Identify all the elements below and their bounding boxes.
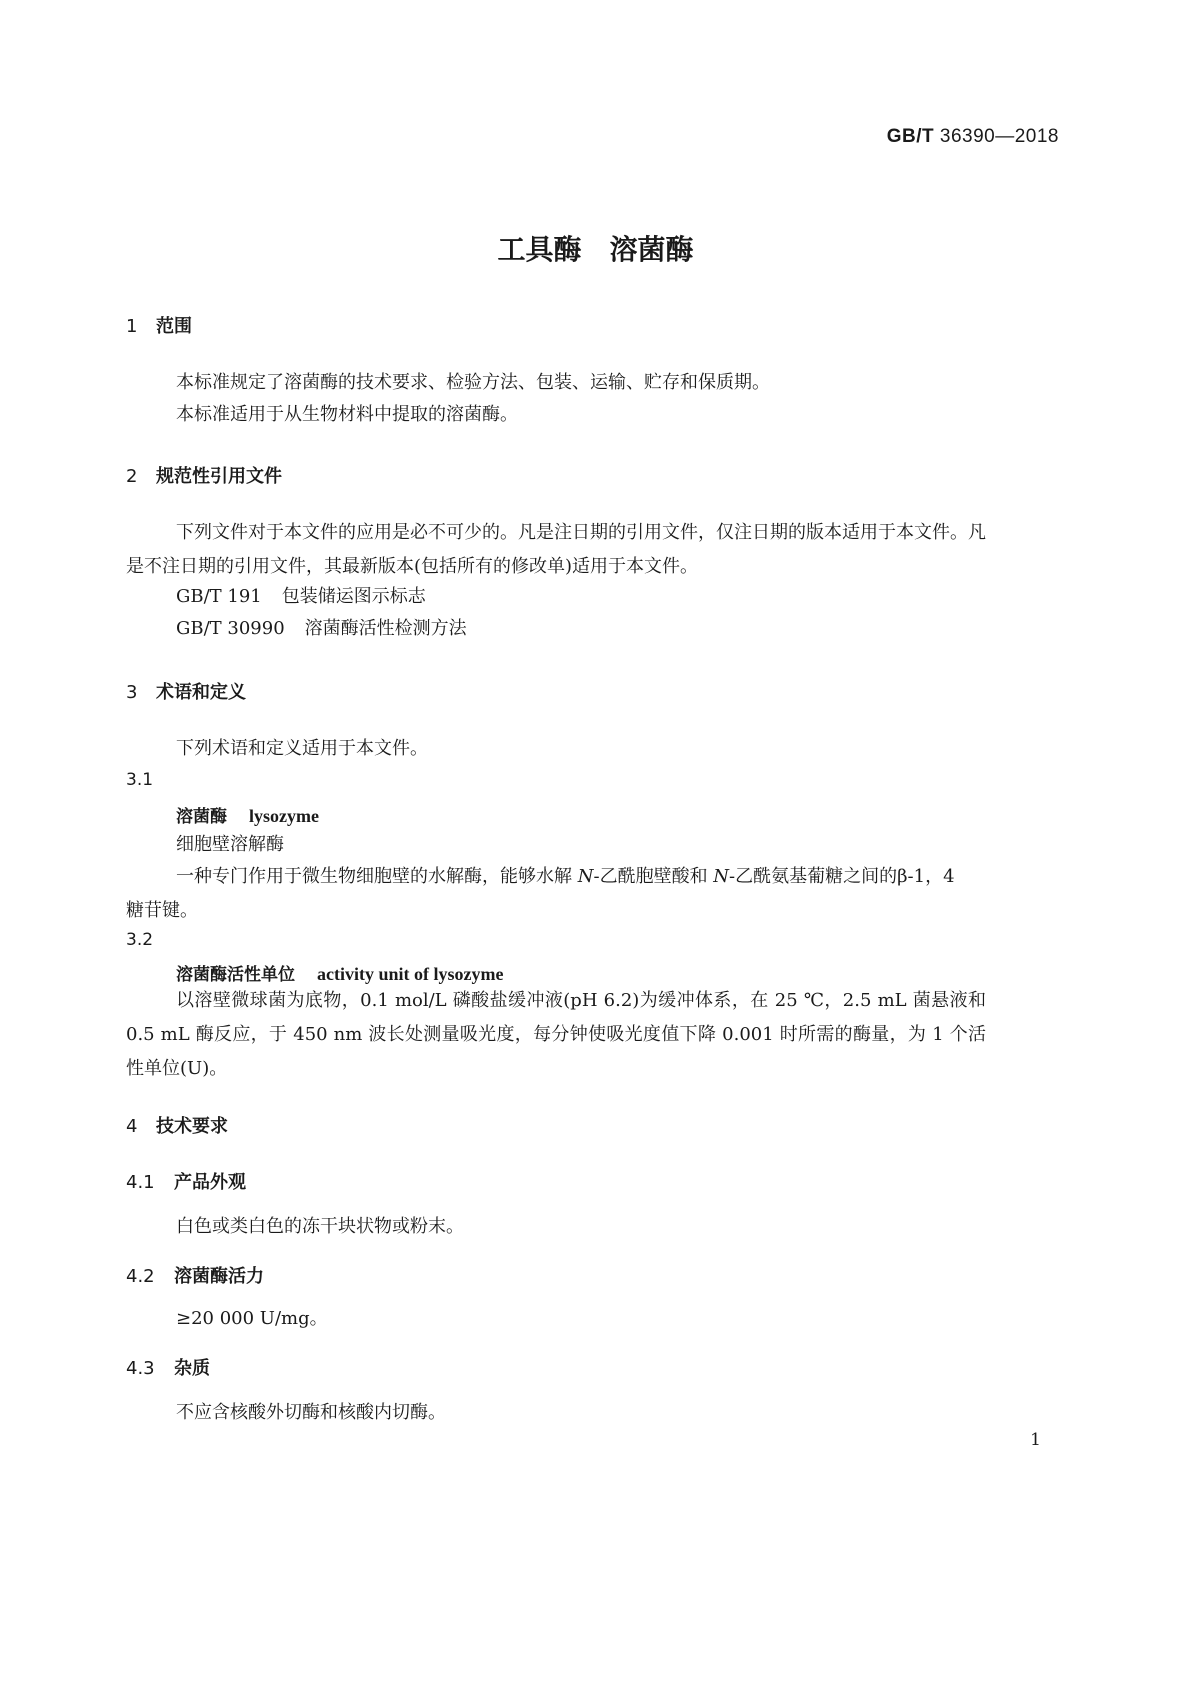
subsection-heading: 4.3 杂质: [126, 1358, 210, 1379]
paragraph: 本标准规定了溶菌酶的技术要求、检验方法、包装、运输、贮存和保质期。: [176, 372, 770, 393]
section-heading: 3 术语和定义: [126, 682, 246, 703]
section-heading: 4 技术要求: [126, 1116, 228, 1137]
paragraph: 下列文件对于本文件的应用是必不可少的。凡是注日期的引用文件，仅注日期的版本适用于本文件。凡是不注日期的引用文件，其最新版本(包括所有的修改单)适用于本文件。: [126, 522, 986, 577]
paragraph: 白色或类白色的冻干块状物或粉末。: [176, 1216, 464, 1237]
paragraph: 本标准适用于从生物材料中提取的溶菌酶。: [176, 404, 518, 425]
paragraph: 下列术语和定义适用于本文件。: [176, 738, 428, 759]
document-title: 工具酶 溶菌酶: [497, 233, 694, 266]
subsection-heading: 4.2 溶菌酶活力: [126, 1266, 264, 1287]
section-heading: 2 规范性引用文件: [126, 466, 282, 487]
paragraph: ≥20 000 U/mg。: [176, 1308, 328, 1329]
normative-reference: GB/T 30990 溶菌酶活性检测方法: [176, 618, 467, 639]
term-definition: 一种专门作用于微生物细胞壁的水解酶，能够水解 N-乙酰胞壁酸和 N-乙酰氨基葡糖之间的β-1，4 糖苷键。: [126, 866, 955, 921]
page-number: 1: [1030, 1430, 1041, 1450]
term-heading: 溶菌酶 lysozyme: [176, 806, 319, 827]
term-definition: 以溶壁微球菌为底物，0.1 mol/L 磷酸盐缓冲液(pH 6.2)为缓冲体系，在 25 ℃，2.5 mL 菌悬液和 0.5 mL 酶反应，于 450 nm 波长处测量吸光度，每分钟使吸光度值下降 0.001 时所需的酶量，为 1 个活性单位(U)。: [126, 990, 986, 1079]
standard-code: GB/T 36390—2018: [886, 126, 1059, 147]
subsection-heading: 4.1 产品外观: [126, 1172, 246, 1193]
term-number: 3.2: [126, 930, 154, 950]
paragraph: 不应含核酸外切酶和核酸内切酶。: [176, 1402, 446, 1423]
term-synonym: 细胞壁溶解酶: [176, 834, 284, 855]
normative-reference: GB/T 191 包装储运图示标志: [176, 586, 426, 607]
section-heading: 1 范围: [126, 316, 192, 337]
term-heading: 溶菌酶活性单位 activity unit of lysozyme: [176, 964, 504, 985]
term-number: 3.1: [126, 770, 154, 790]
